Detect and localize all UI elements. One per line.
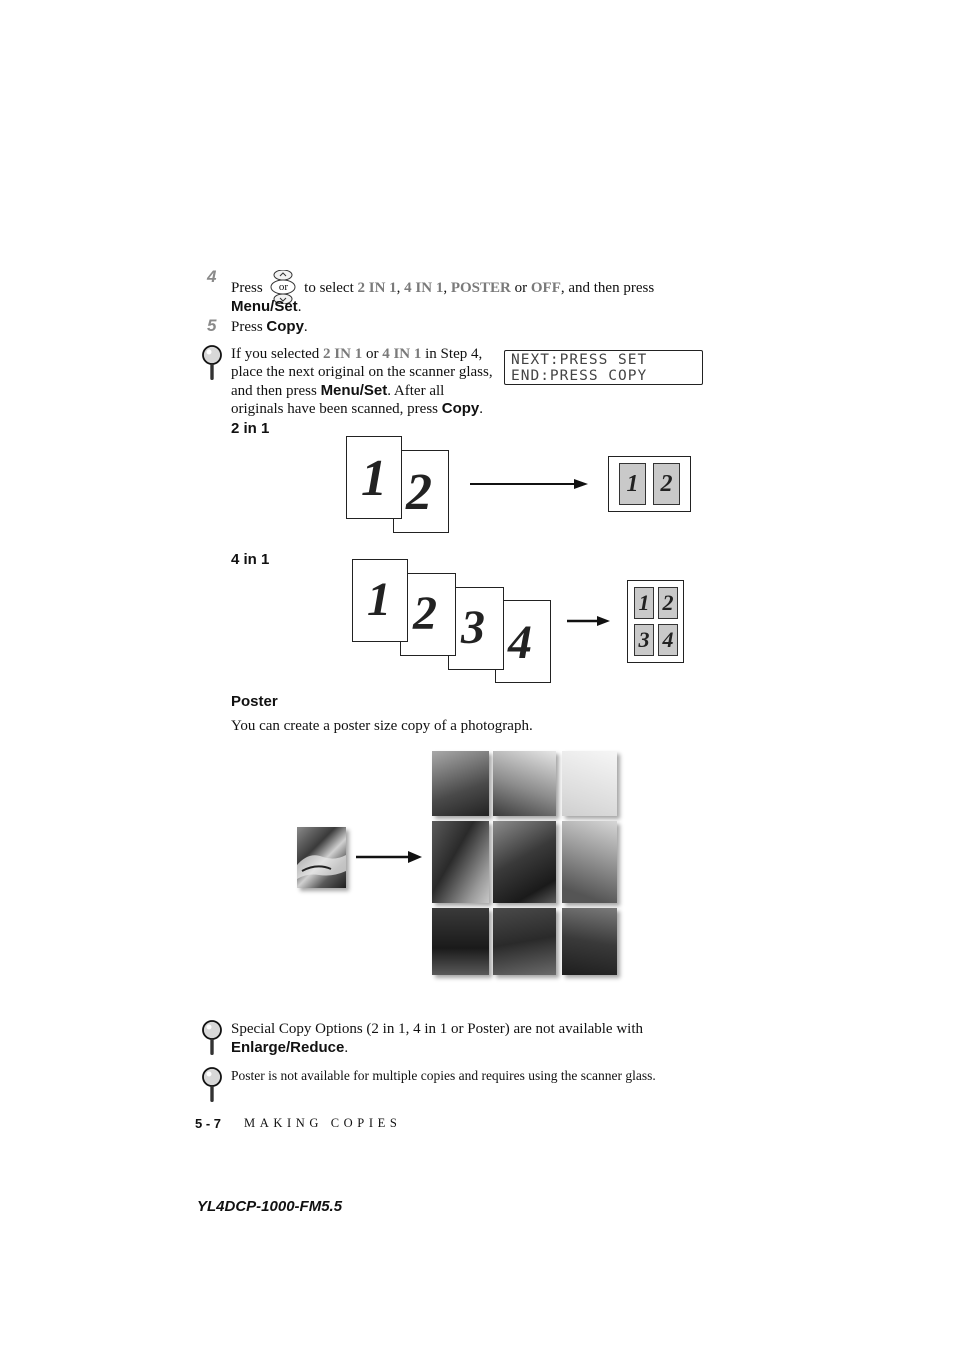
magnifier-note-icon: [201, 1020, 223, 1061]
source4-page-4-number: 4: [508, 616, 532, 669]
source4-page-1-number: 1: [367, 573, 391, 626]
note1-menu-set-key: Menu/Set: [320, 381, 388, 399]
document-id: YL4DCP-1000-FM5.5: [197, 1198, 343, 1215]
poster-description: You can create a poster size copy of a photograph.: [231, 718, 533, 734]
note1-text-3: in Step 4, place the next original on the scanner glass, and then press: [231, 346, 493, 399]
option-poster: POSTER: [450, 280, 511, 296]
step-4-period: .: [297, 299, 302, 315]
note1-option-2in1: 2 IN 1: [323, 346, 363, 362]
source4-page-3: [448, 587, 504, 670]
source4-page-2: [400, 573, 456, 656]
poster-tile: [493, 751, 556, 816]
option-off: OFF: [530, 280, 561, 296]
poster-tile: [493, 821, 556, 903]
source-page-1: [346, 436, 402, 519]
heading-poster: Poster: [231, 693, 278, 710]
source-page-2-number: 2: [406, 464, 432, 521]
note2-text-2: .: [344, 1039, 349, 1056]
result-page-2in1: [608, 456, 691, 512]
note-poster-limitations: Poster is not available for multiple copies and requires using the scanner glass.: [231, 1068, 656, 1083]
poster-tile: [562, 821, 617, 903]
poster-tile: [432, 908, 489, 975]
note1-option-4in1: 4 IN 1: [382, 346, 422, 362]
lcd-line-2: END:PRESS COPY: [511, 368, 648, 384]
step-5-press-text: Press: [231, 319, 263, 335]
arrow-icon: [356, 849, 424, 865]
magnifier-note-icon: [201, 345, 223, 386]
note1-text-5: .: [479, 401, 484, 418]
result-2in1-tile-1: 1: [619, 463, 646, 505]
step-5-line: [231, 318, 308, 336]
small-photo-handshake: [297, 827, 346, 888]
arrow-icon: [567, 614, 611, 628]
option-4in1: 4 IN 1: [404, 280, 444, 296]
step-4-press-text: Press: [231, 280, 263, 296]
lcd-line-1: NEXT:PRESS SET: [511, 352, 648, 368]
step-number-5: 5: [207, 316, 217, 335]
lcd-display: [504, 350, 703, 385]
step-5-period: .: [303, 319, 308, 335]
poster-tile: [562, 908, 617, 975]
step-4-line-1: Press or to select 2 IN 1, 4 IN 1, POSTER or OFF, and then press: [231, 270, 654, 304]
step-4-then-press-text: , and then press: [560, 280, 655, 296]
heading-4in1: 4 in 1: [231, 551, 270, 568]
note-special-copy-options: [231, 1021, 691, 1057]
source-page-1-number: 1: [361, 450, 387, 507]
enlarge-reduce-key-label: Enlarge/Reduce: [231, 1038, 345, 1056]
poster-tile: [562, 751, 617, 816]
step-number-4: 4: [207, 267, 217, 286]
source4-page-1: [352, 559, 408, 642]
step-4-to-select-text: to select: [304, 280, 354, 296]
result-4in1-tile-4: 4: [658, 624, 678, 656]
note1-text-2: or: [362, 346, 383, 362]
step-4-or-text: or: [514, 280, 528, 296]
source4-page-3-number: 3: [461, 601, 485, 654]
note2-text-1: Special Copy Options (2 in 1, 4 in 1 or Poster) are not available with: [231, 1021, 644, 1037]
heading-2in1: 2 in 1: [231, 420, 270, 437]
arrow-icon: [470, 477, 590, 491]
result-4in1-tile-2: 2: [658, 587, 678, 619]
note1-text-4: . After all originals have been scanned, press: [231, 382, 445, 418]
result-4in1-tile-1: 1: [634, 587, 654, 619]
poster-tile: [493, 908, 556, 975]
copy-key-label: Copy: [266, 318, 304, 335]
result-2in1-tile-2: 2: [653, 463, 680, 505]
nav-key-or-label: or: [278, 281, 288, 293]
page-number: 5 - 7: [195, 1116, 222, 1131]
menu-set-key-label: Menu/Set: [231, 298, 298, 315]
result-4in1-tile-3: 3: [634, 624, 654, 656]
poster-tile: [432, 751, 489, 816]
note-2in1-4in1-instructions: [231, 346, 496, 419]
chapter-title: MAKING COPIES: [244, 1116, 402, 1130]
step-4-line-2: [231, 298, 301, 316]
note1-text-1: If you selected: [231, 346, 324, 362]
note1-copy-key: Copy: [441, 400, 480, 418]
option-2in1: 2 IN 1: [357, 280, 397, 296]
source4-page-2-number: 2: [413, 587, 437, 640]
magnifier-note-icon: [201, 1067, 223, 1108]
result-page-4in1: [627, 580, 684, 663]
poster-tile: [432, 821, 489, 903]
